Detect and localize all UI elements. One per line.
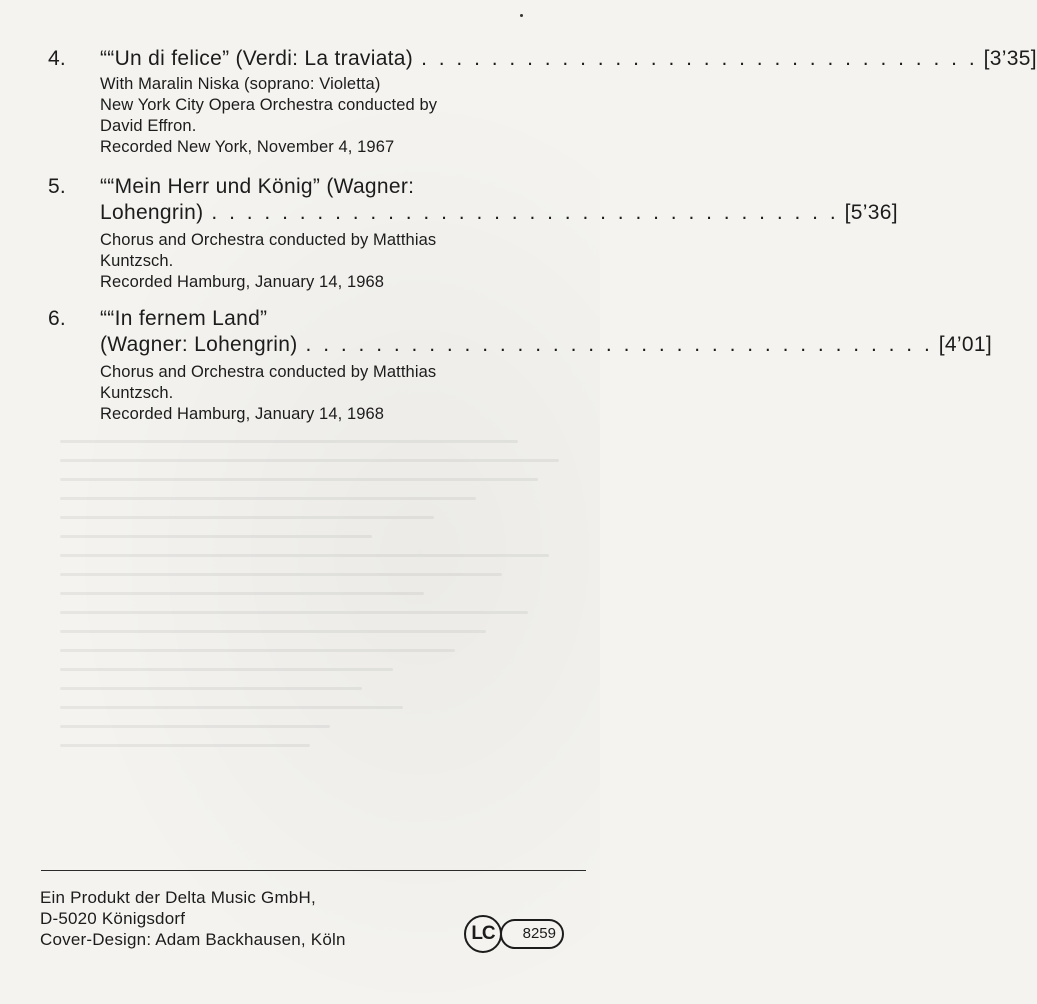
dot-leader: . . . . . . . . . . . . . . . . . . . . . . . . . . . . . . . . . . . . — [211, 201, 839, 224]
label-code-badge — [464, 915, 568, 953]
publisher-credits — [40, 887, 346, 950]
track-number: 5. — [48, 175, 66, 198]
track-number: 4. — [48, 47, 66, 70]
track-info: Chorus and Orchestra conducted by Matthias Kuntzsch. Recorded Hamburg, January 14, 1968 — [100, 363, 437, 423]
print-speck — [520, 14, 523, 17]
label-code-number: 8259 — [500, 919, 564, 949]
lc-logo-icon: LC — [464, 915, 502, 953]
track-number: 6. — [48, 307, 66, 330]
track-title — [100, 174, 898, 226]
track-duration: [3’35] — [983, 47, 1037, 70]
publisher-line: Ein Produkt der Delta Music GmbH, — [40, 888, 316, 907]
track-info: With Maralin Niska (soprano: Violetta) New York City Opera Orchestra conducted by David Effron. Recorded New York, November 4, 1967 — [100, 75, 438, 156]
track-title-line: ““Mein Herr und König” (Wagner: — [100, 175, 415, 198]
dot-leader: . . . . . . . . . . . . . . . . . . . . . . . . . . . . . . . . — [421, 47, 978, 70]
track-title-line: (Wagner: Lohengrin) . . . . . . . . . . . . . . . . . . . . . . . . . . . . . . . . . . . . [4’01] — [100, 333, 992, 356]
track-duration: [5’36] — [844, 201, 898, 224]
track-info: Chorus and Orchestra conducted by Matthias Kuntzsch. Recorded Hamburg, January 14, 1968 — [100, 231, 437, 291]
track-title-line: ““Un di felice” (Verdi: La traviata) . . . . . . . . . . . . . . . . . . . . . . . . . . . . . . . . [3’35] — [100, 47, 1037, 70]
dot-leader: . . . . . . . . . . . . . . . . . . . . . . . . . . . . . . . . . . . . — [305, 333, 933, 356]
track-title — [100, 46, 1037, 72]
track-duration: [4’01] — [938, 333, 992, 356]
address-line: D-5020 Königsdorf — [40, 909, 186, 928]
footer-divider — [41, 870, 586, 871]
cover-design-line: Cover-Design: Adam Backhausen, Köln — [40, 930, 346, 949]
reverse-side-bleed — [60, 440, 580, 763]
track-title-line: ““In fernem Land” — [100, 307, 268, 330]
track-title — [100, 306, 992, 358]
track-title-line: Lohengrin) . . . . . . . . . . . . . . . . . . . . . . . . . . . . . . . . . . . . [5’36] — [100, 201, 898, 224]
